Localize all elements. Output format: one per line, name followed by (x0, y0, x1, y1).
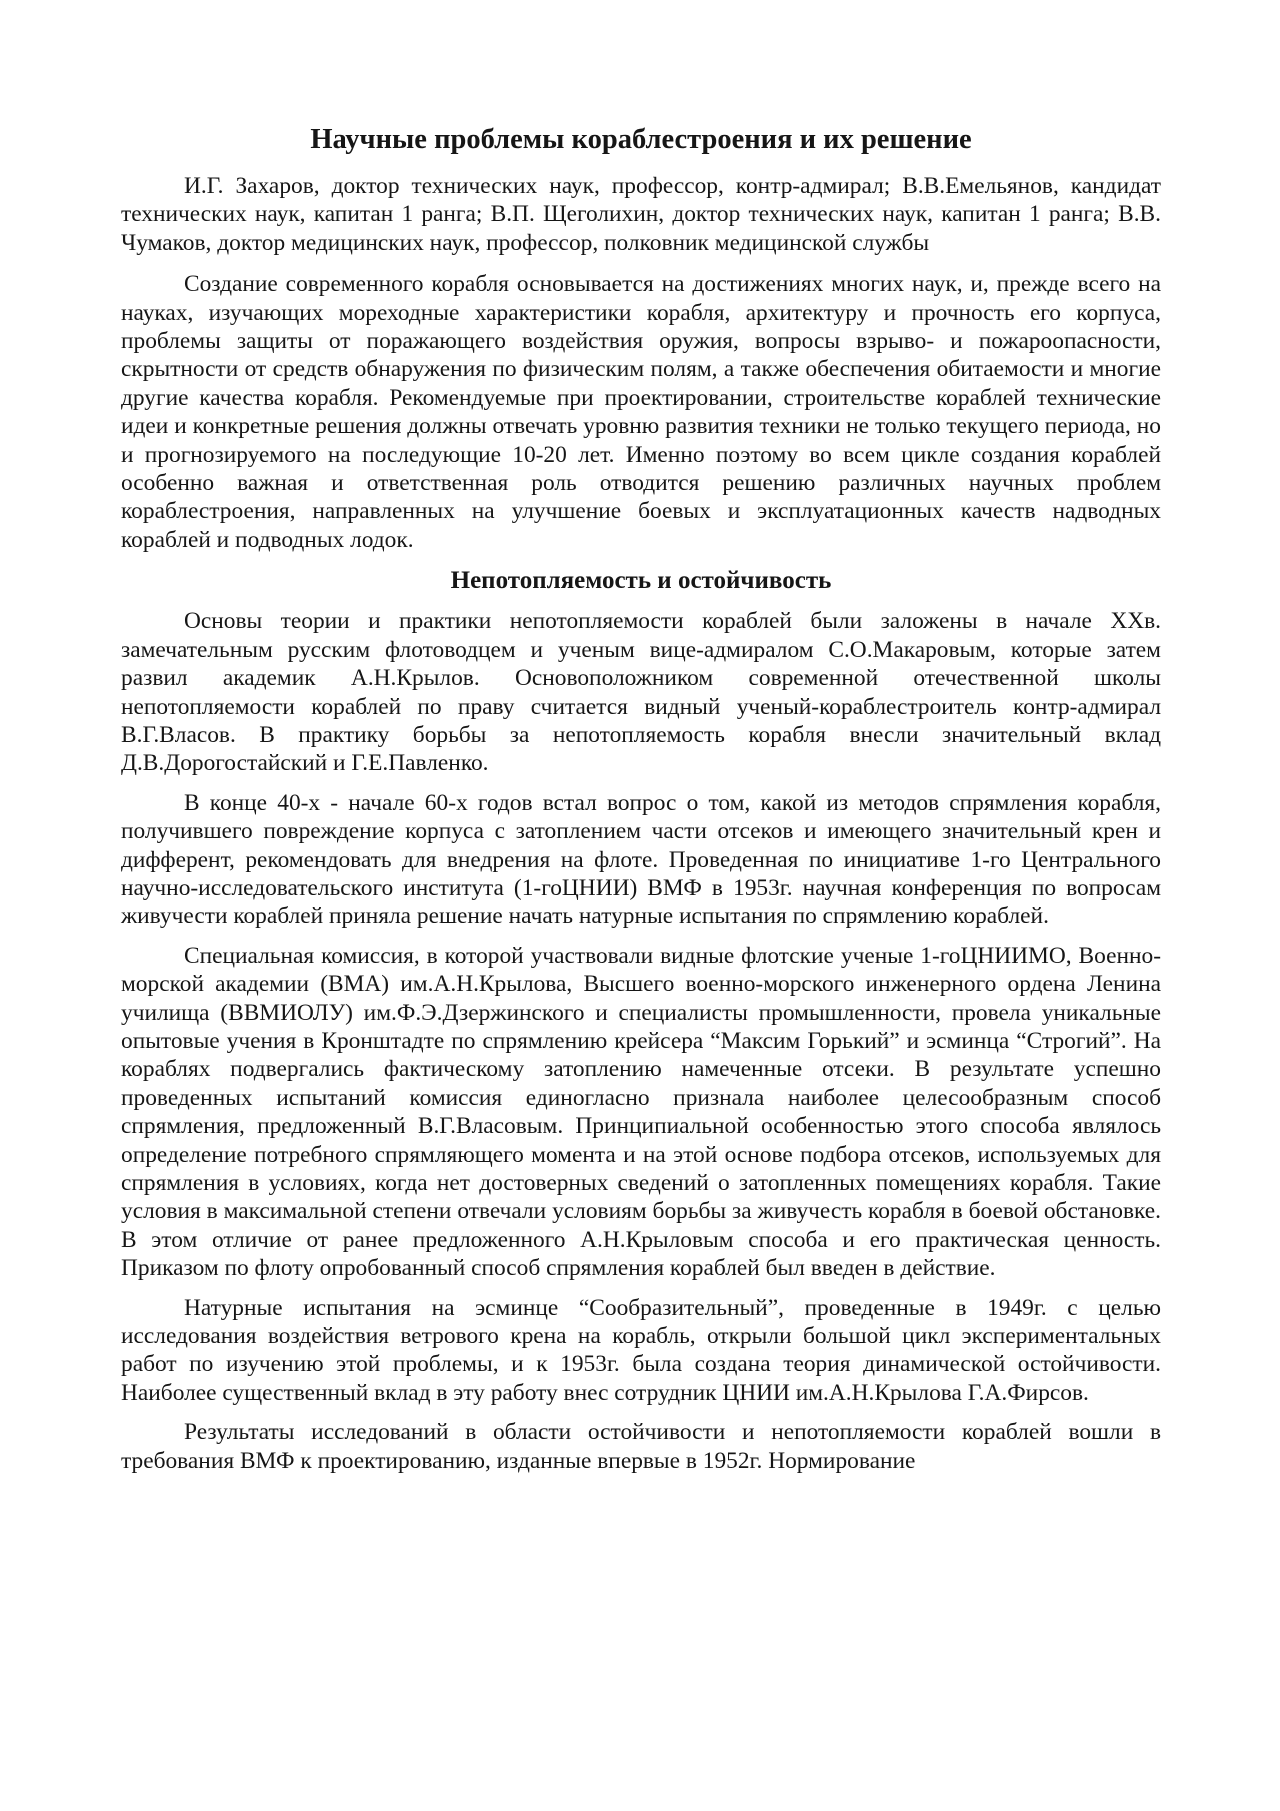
authors-paragraph: И.Г. Захаров, доктор технических наук, профессор, контр-адмирал; В.В.Емельянов, кандидат технических наук, капитан 1 ранга; В.П. Щеголихин, доктор технических наук, капитан 1 ранга; В.В. Чумаков, доктор медицинских наук, профессор, полковник медицинской службы (121, 173, 1161, 256)
document-page (121, 118, 1161, 1486)
section-heading: Непотопляемость и остойчивость (450, 567, 832, 595)
intro-paragraph: Создание современного корабля основывается на достижениях многих наук, и, прежде всего на науках, изучающих мореходные характеристики корабля, архитектуру и прочность его корпуса, проблемы защиты от поражающего воздействия оружия, вопросы взрыво- и пожароопасности, скрытности от средств обнаружения по физическим полям, а также обеспечения обитаемости и многие другие качества корабля. Рекомендуемые при проектировании, строительстве кораблей технические идеи и конкретные решения должны отвечать уровню развития техники не только текущего периода, но и прогнозируемого на последующие 10-20 лет. Именно поэтому во всем цикле создания кораблей особенно важная и ответственная роль отводится решению различных научных проблем кораблестроения, направленных на улучшение боевых и эксплуатационных качеств надводных кораблей и подводных лодок. (121, 271, 1161, 553)
body-paragraph: В конце 40-х - начале 60-х годов встал вопрос о том, какой из методов спрямления корабля, получившего повреждение корпуса с затоплением части отсеков и имеющего значительный крен и дифферент, рекомендовать для внедрения на флоте. Проведенная по инициативе 1-го Центрального научно-исследовательского института (1-гоЦНИИ) ВМФ в 1953г. научная конференция по вопросам живучести кораблей приняла решение начать натурные испытания по спрямлению кораблей. (121, 789, 1161, 930)
body-paragraph: Основы теории и практики непотопляемости кораблей были заложены в начале XXв. замечательным русским флотоводцем и ученым вице-адмиралом С.О.Макаровым, которые затем развил академик А.Н.Крылов. Основоположником современной отечественной школы непотопляемости кораблей по праву считается видный ученый-кораблестроитель контр-адмирал В.Г.Власов. В практику борьбы за непотопляемость корабля внесли значительный вклад Д.В.Дорогостайский и Г.Е.Павленко. (121, 608, 1161, 777)
document-title: Научные проблемы кораблестроения и их решение (310, 124, 972, 155)
body-paragraph: Натурные испытания на эсминце “Сообразительный”, проведенные в 1949г. с целью исследования воздействия ветрового крена на корабль, открыли большой цикл экспериментальных работ по изучению этой проблемы, и к 1953г. была создана теория динамической остойчивости. Наиболее существенный вклад в эту работу внес сотрудник ЦНИИ им.А.Н.Крылова Г.А.Фирсов. (121, 1294, 1161, 1406)
body-paragraph: Результаты исследований в области остойчивости и непотопляемости кораблей вошли в требования ВМФ к проектированию, изданные впервые в 1952г. Нормирование (121, 1419, 1161, 1474)
body-paragraph: Специальная комиссия, в которой участвовали видные флотские ученые 1-гоЦНИИМО, Военно-морской академии (ВМА) им.А.Н.Крылова, Высшего военно-морского инженерного ордена Ленина училища (ВВМИОЛУ) им.Ф.Э.Дзержинского и специалисты промышленности, провела уникальные опытовые учения в Кронштадте по спрямлению крейсера “Максим Горький” и эсминца “Строгий”. На кораблях подвергались фактическому затоплению намеченные отсеки. В результате успешно проведенных испытаний комиссия единогласно признала наиболее целесообразным способ спрямления, предложенный В.Г.Власовым. Принципиальной особенностью этого способа являлось определение потребного спрямляющего момента и на этой основе подбора отсеков, используемых для спрямления в условиях, когда нет достоверных сведений о затопленных помещениях корабля. Такие условия в максимальной степени отвечали условиям борьбы за живучесть корабля в боевой обстановке. В этом отличие от ранее предложенного А.Н.Крыловым способа и его практическая ценность. Приказом по флоту опробованный способ спрямления кораблей был введен в действие. (121, 942, 1161, 1282)
